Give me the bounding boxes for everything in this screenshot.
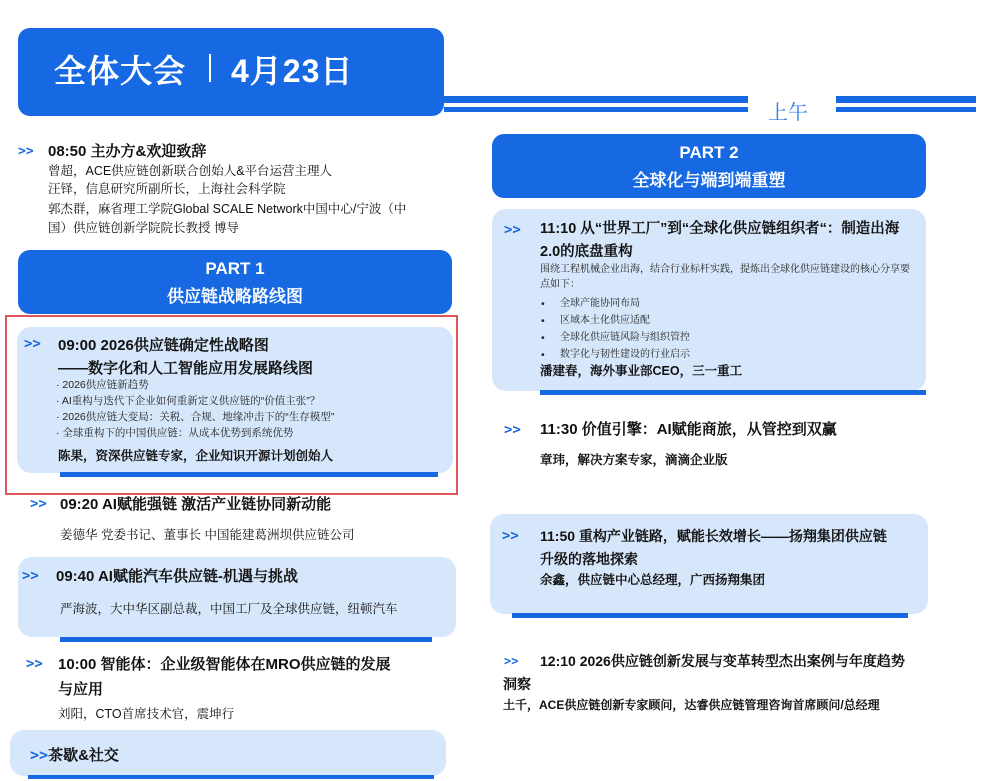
welcome-speaker-2: 汪铎，信息研究所副所长，上海社会科学院 [48,182,286,196]
session-1210-speaker: 土千，ACE供应链创新专家顾问，达睿供应链管理咨询首席顾问/总经理 [503,698,880,712]
part-2-banner [492,134,926,198]
session-1110-bullet: 全球产能协同布局 [560,298,640,309]
session-0940-title: 09:40 AI赋能汽车供应链-机遇与挑战 [56,568,298,585]
break-underbar [28,775,434,779]
bullet-icon: • [541,315,545,327]
welcome-speaker-1: 曾超，ACE供应链创新联合创始人&平台运营主理人 [48,164,333,178]
session-0900-title: 09:00 2026供应链确定性战略图 [58,337,269,354]
session-1110-intro: 围绕工程机械企业出海，结合行业标杆实践，提炼出全球化供应链建设的核心分享要 [540,264,910,275]
header-rule-right-top [836,96,976,103]
session-1110-speaker: 潘建春，海外事业部CEO，三一重工 [540,364,743,378]
arrow-icon: >> [504,654,519,668]
session-0900-bullet: · 全球重构下的中国供应链：从成本优势到系统优势 [56,427,294,439]
session-1000-title: 10:00 智能体：企业级智能体在MRO供应链的发展 [58,656,391,673]
session-0940-underbar [60,637,432,642]
arrow-icon: >> [30,496,47,512]
session-1150-speaker: 余鑫，供应链中心总经理，广西扬翔集团 [540,573,766,587]
session-0900-speaker: 陈果，资深供应链专家，企业知识开源计划创始人 [58,449,334,463]
session-1150-title-cont: 升级的落地探索 [540,551,638,567]
page-title: 全体大会 [54,53,187,89]
session-1110-intro-cont: 点如下： [540,279,580,290]
session-1130-speaker: 章玮，解决方案专家，滴滴企业版 [540,453,728,467]
arrow-icon: >> [22,568,39,584]
session-1000-speaker: 刘阳，CTO首席技术官，震坤行 [58,707,235,721]
session-0900-bullet: · 2026供应链新趋势 [56,379,149,391]
session-1110-title: 11:10 从“世界工厂”到“全球化供应链组织者“：制造出海 [540,221,900,237]
session-0920-speaker: 姜德华 党委书记、董事长 中国能建葛洲坝供应链公司 [60,528,355,542]
arrow-icon: >> [24,336,41,352]
session-label: 上午 [768,102,808,124]
session-0900-subtitle: ——数字化和人工智能应用发展路线图 [58,360,314,377]
bullet-icon: • [541,349,545,361]
welcome-title: 08:50 主办方&欢迎致辞 [48,143,207,160]
session-1130-title: 11:30 价值引擎：AI赋能商旅，从管控到双赢 [540,421,837,438]
header-rule-left-bottom [444,107,748,112]
session-1110-bullet: 数字化与韧性建设的行业启示 [560,349,690,360]
session-1110-bullet: 区域本土化供应适配 [560,315,650,326]
session-1110-title-cont: 2.0的底盘重构 [540,244,633,260]
welcome-speaker-3-cont: 国）供应链创新学院院长教授 博导 [48,221,239,235]
part-1-title: 供应链战略路线图 [167,287,303,306]
header-divider [209,54,211,82]
session-1150-underbar [512,613,908,618]
arrow-icon: >> [504,222,521,238]
session-0900-bullet: · AI重构与迭代下企业如何重新定义供应链的“价值主张”？ [56,395,321,407]
break-label [30,744,119,765]
bullet-icon: • [541,332,545,344]
session-0900-bullet: · 2026供应链大变局：关税、合规、地缘冲击下的“生存模型” [56,411,335,423]
welcome-speaker-3: 郭杰群，麻省理工学院Global SCALE Network中国中心/宁波（中 [48,202,407,216]
header-rule-right-bottom [836,107,976,112]
arrow-icon: >> [18,144,34,159]
header-rule-left-top [444,96,748,103]
event-date: 4月23日 [231,53,354,89]
session-1110-underbar [540,390,926,395]
part-1-banner [18,250,452,314]
break-title: 茶歇&社交 [48,747,119,764]
arrow-icon: >> [26,656,43,672]
session-0920-title: 09:20 AI赋能强链 激活产业链协同新动能 [60,496,332,513]
arrow-icon: >> [30,746,49,764]
session-0940-speaker: 严海波，大中华区副总裁，中国工厂及全球供应链，纽顿汽车 [60,602,398,616]
session-1110-bullet: 全球化供应链风险与组织管控 [560,332,690,343]
session-1210-title-cont: 洞察 [503,676,531,692]
part-2-label: PART 2 [679,143,739,162]
session-1210-title: 12:10 2026供应链创新发展与变革转型杰出案例与年度趋势 [540,653,905,669]
session-1150-title: 11:50 重构产业链路，赋能长效增长——扬翔集团供应链 [540,528,887,544]
arrow-icon: >> [502,528,519,544]
part-2-title: 全球化与端到端重塑 [632,171,786,190]
session-1000-title-cont: 与应用 [58,681,104,698]
bullet-icon: • [541,298,545,310]
arrow-icon: >> [504,422,521,438]
part-1-label: PART 1 [205,259,265,278]
